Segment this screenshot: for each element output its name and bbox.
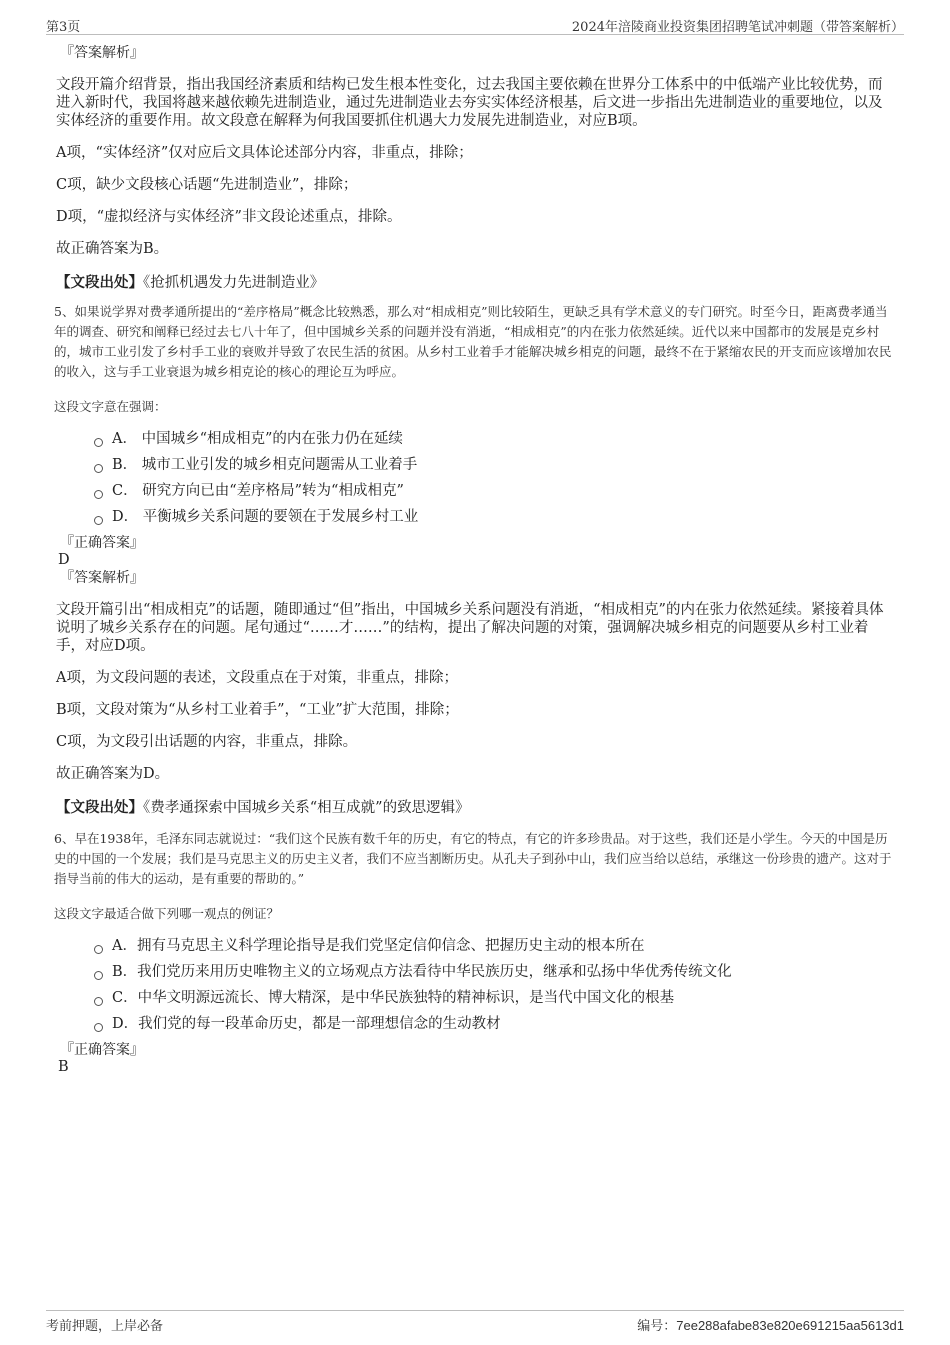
q5-option-a[interactable]: [94, 430, 896, 448]
q5-source-label: 【文段出处】: [56, 799, 143, 816]
q5-answer-heading: 『正确答案』: [60, 535, 144, 551]
document-code: [637, 1315, 904, 1334]
radio-icon[interactable]: [94, 464, 103, 473]
q6-option-a[interactable]: [94, 937, 896, 955]
q5-note-a: A项，为文段问题的表述，文段重点在于对策，非重点，排除；: [56, 670, 458, 686]
document-title: 2024年涪陵商业投资集团招聘笔试冲刺题（带答案解析）: [571, 20, 904, 35]
q6-options: [94, 937, 896, 1033]
q5-option-b[interactable]: [94, 456, 896, 474]
option-label: A．拥有马克思主义科学理论指导是我们党坚定信仰信念、把握历史主动的根本所在: [112, 938, 645, 954]
q4-note-d: D项，“虚拟经济与实体经济”非文段论述重点，排除。: [56, 209, 402, 225]
q4-source: [56, 274, 896, 292]
radio-icon[interactable]: [94, 997, 103, 1006]
page-footer: [46, 1310, 904, 1334]
q4-analysis: 文段开篇介绍背景，指出我国经济素质和结构已发生根本性变化，过去我国主要依赖在世界分工体系中的中低端产业比较优势，而进入新时代，我国将越来越依赖先进制造业，通过先进制造业去夯实实体经济根基，后文进一步指出先进制造业的重要地位，以及实体经济的重要作用。故文段意在解释为何我国要抓住机遇大力发展先进制造业，对应B项。: [56, 77, 883, 129]
q4-analysis-heading: 『答案解析』: [60, 45, 144, 61]
option-label: D． 平衡城乡关系问题的要领在于发展乡村工业: [112, 509, 419, 525]
q5-source: [56, 799, 896, 817]
option-label: C． 研究方向已由“差序格局”转为“相成相克”: [112, 483, 404, 499]
q5-note-b: B项，文段对策为“从乡村工业着手”，“工业”扩大范围，排除；: [56, 702, 459, 718]
radio-icon[interactable]: [94, 438, 103, 447]
option-label: A． 中国城乡“相成相克”的内在张力仍在延续: [112, 431, 403, 447]
footer-slogan: 考前押题，上岸必备: [46, 1319, 164, 1334]
page-number: 第3页: [46, 20, 81, 35]
q5-analysis-heading: 『答案解析』: [60, 570, 144, 586]
q5-prompt: 这段文字意在强调：: [54, 399, 167, 414]
q5-analysis: 文段开篇引出“相成相克”的话题，随即通过“但”指出，中国城乡关系问题没有消逝，“相成相克”的内在张力依然延续。紧接着具体说明了城乡关系存在的问题。尾句通过“……才……”的结构，提出了解决问题的对策，强调解决城乡相克的问题要从乡村工业着手，对应D项。: [56, 602, 884, 654]
q6-answer: B: [58, 1059, 69, 1075]
q5-conclusion: 故正确答案为D。: [56, 766, 170, 782]
radio-icon[interactable]: [94, 1023, 103, 1032]
option-label: B． 城市工业引发的城乡相克问题需从工业着手: [112, 457, 418, 473]
q5-note-c: C项，为文段引出话题的内容，非重点，排除。: [56, 734, 358, 750]
q4-source-title: 《抢抓机遇发力先进制造业》: [143, 275, 325, 291]
radio-icon[interactable]: [94, 945, 103, 954]
q6-prompt: 这段文字最适合做下列哪一观点的例证？: [54, 906, 280, 921]
radio-icon[interactable]: [94, 490, 103, 499]
q5-option-c[interactable]: [94, 482, 896, 500]
q6-option-c[interactable]: [94, 989, 896, 1007]
q6-option-d[interactable]: [94, 1015, 896, 1033]
q5-answer: D: [58, 552, 70, 568]
q5-option-d[interactable]: [94, 508, 896, 526]
page-content: [56, 44, 896, 1076]
q6-question-text: 6、早在1938年，毛泽东同志就说过：“我们这个民族有数千年的历史，有它的特点，有它的许多珍贵品。对于这些，我们还是小学生。今天的中国是历史的中国的一个发展；我们是马克思主义的历史主义者，我们不应当割断历史。从孔夫子到孙中山，我们应当给以总结，承继这一份珍贵的遗产。这对于指导当前的伟大的运动，是有重要的帮助的。”: [54, 831, 892, 886]
radio-icon[interactable]: [94, 971, 103, 980]
option-label: B．我们党历来用历史唯物主义的立场观点方法看待中华民族历史，继承和弘扬中华优秀传统文化: [112, 964, 732, 980]
q6-answer-heading: 『正确答案』: [60, 1042, 144, 1058]
q5-question-text: 5、如果说学界对费孝通所提出的“差序格局”概念比较熟悉，那么对“相成相克”则比较陌生，更缺乏具有学术意义的专门研究。时至今日，距离费孝通当年的调查、研究和阐释已经过去七八十年了，但中国城乡关系的问题并没有消逝，“相成相克”的内在张力依然延续。近代以来中国都市的发展是克乡村的，城市工业引发了乡村手工业的衰败并导致了农民生活的贫困。从乡村工业着手才能解决城乡相克的问题，最终不在于紧缩农民的开支而应该增加农民的收入，这与手工业衰退为城乡相克论的核心的理论互为呼应。: [54, 304, 892, 379]
option-label: D．我们党的每一段革命历史，都是一部理想信念的生动教材: [112, 1016, 501, 1032]
q4-note-a: A项，“实体经济”仅对应后文具体论述部分内容，非重点，排除；: [56, 145, 473, 161]
page-header: [46, 12, 904, 35]
option-label: C．中华文明源远流长、博大精深，是中华民族独特的精神标识，是当代中国文化的根基: [112, 990, 675, 1006]
q4-source-label: 【文段出处】: [56, 274, 143, 291]
code-label: 编号：: [637, 1319, 677, 1334]
q5-options: [94, 430, 896, 526]
code-value: 7ee288afabe83e820e691215aa5613d1: [676, 1318, 904, 1333]
q5-source-title: 《费孝通探索中国城乡关系“相互成就”的致思逻辑》: [143, 800, 470, 816]
q4-conclusion: 故正确答案为B。: [56, 241, 169, 257]
q6-option-b[interactable]: [94, 963, 896, 981]
radio-icon[interactable]: [94, 516, 103, 525]
q4-note-c: C项，缺少文段核心话题“先进制造业”，排除；: [56, 177, 358, 193]
